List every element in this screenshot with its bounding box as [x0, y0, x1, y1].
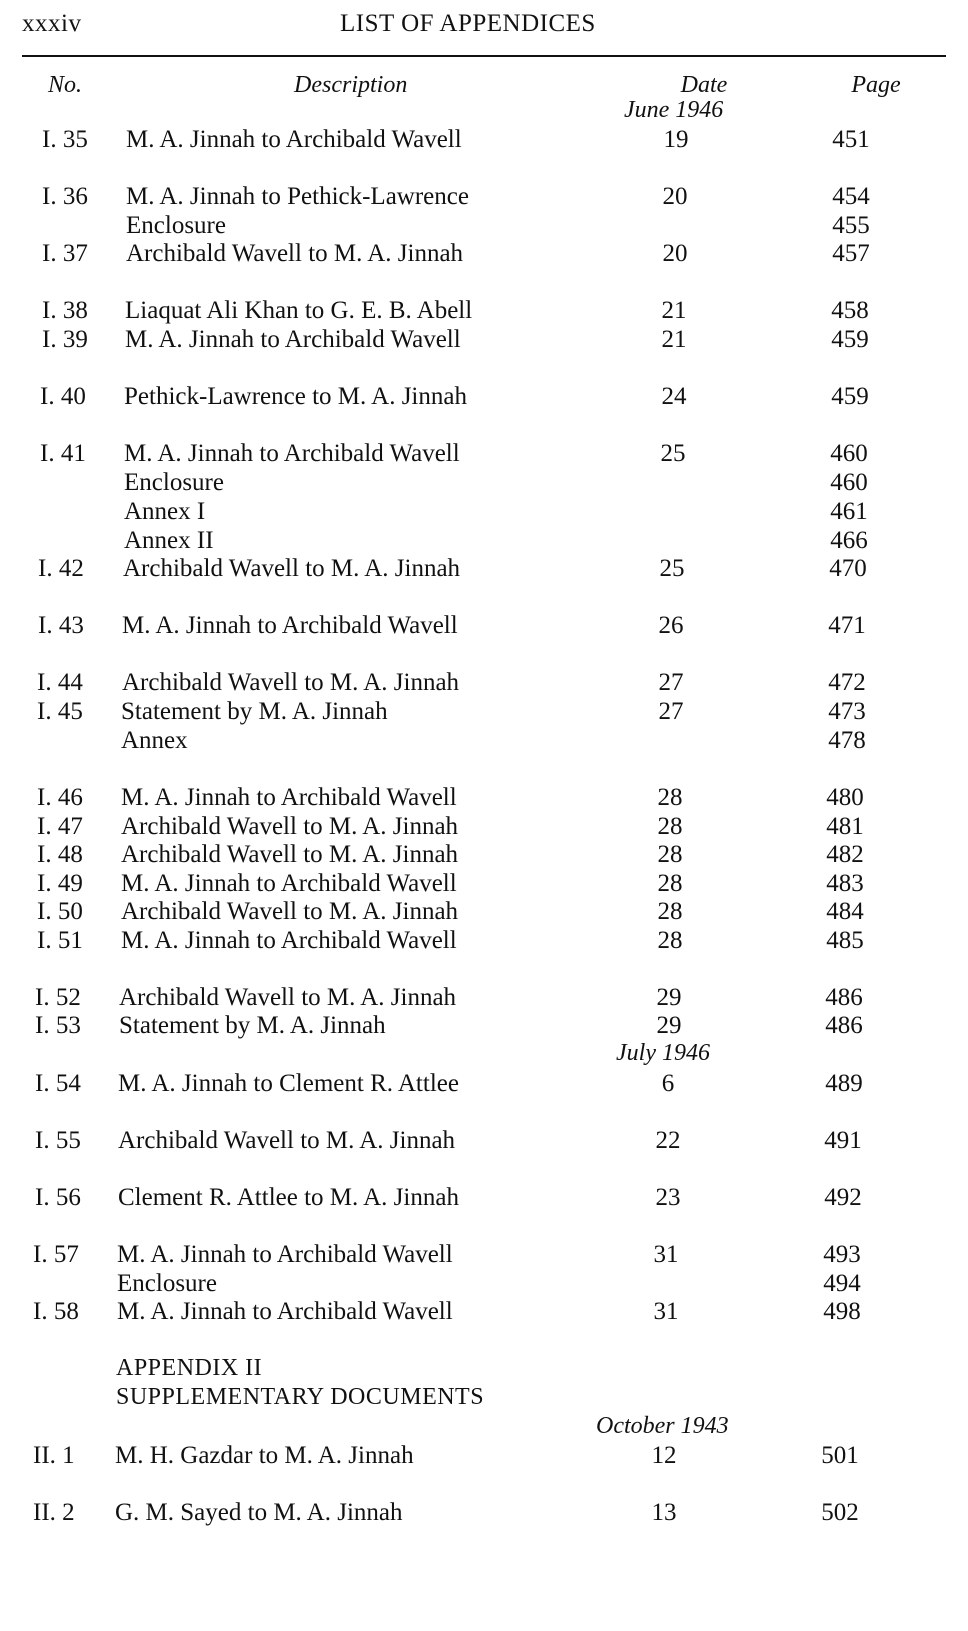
row-number: I. 41	[40, 440, 86, 467]
row-description: Liaquat Ali Khan to G. E. B. Abell	[125, 297, 473, 324]
row-page: 491	[824, 1127, 862, 1154]
row-description: Archibald Wavell to M. A. Jinnah	[122, 669, 460, 696]
row-page: 486	[825, 984, 863, 1011]
row-date: 28	[657, 870, 683, 897]
table-row	[0, 669, 968, 699]
row-date: 19	[663, 126, 689, 153]
table-row	[0, 183, 968, 213]
row-description: Archibald Wavell to M. A. Jinnah	[126, 240, 464, 267]
row-description: Enclosure	[117, 1270, 217, 1297]
row-description: M. A. Jinnah to Archibald Wavell	[124, 440, 460, 467]
row-page: 480	[826, 784, 864, 811]
table-row	[0, 784, 968, 814]
row-description: M. A. Jinnah to Archibald Wavell	[117, 1241, 453, 1268]
table-row	[0, 1184, 968, 1214]
table-row	[0, 870, 968, 900]
row-date: 24	[661, 383, 687, 410]
row-description: M. A. Jinnah to Clement R. Attlee	[118, 1070, 459, 1097]
table-row	[0, 1241, 968, 1271]
row-number: I. 51	[37, 927, 83, 954]
row-number: I. 56	[35, 1184, 81, 1211]
column-header-date: Date	[680, 72, 728, 98]
row-description: Clement R. Attlee to M. A. Jinnah	[118, 1184, 459, 1211]
row-description: Archibald Wavell to M. A. Jinnah	[121, 841, 459, 868]
appendix-ii-subheading: SUPPLEMENTARY DOCUMENTS	[116, 1384, 485, 1410]
row-page: 483	[826, 870, 864, 897]
row-description: Pethick-Lawrence to M. A. Jinnah	[124, 383, 467, 410]
table-row	[0, 1298, 968, 1328]
table-row	[0, 1127, 968, 1157]
row-date: 20	[662, 240, 688, 267]
row-page: 459	[831, 383, 869, 410]
row-number: I. 36	[42, 183, 88, 210]
row-date: 28	[657, 927, 683, 954]
row-number: I. 57	[33, 1241, 79, 1268]
row-description: Archibald Wavell to M. A. Jinnah	[119, 984, 457, 1011]
row-number: II. 1	[33, 1442, 75, 1469]
table-row	[0, 841, 968, 871]
row-page: 461	[830, 498, 868, 525]
table-row	[0, 727, 968, 757]
table-row	[0, 469, 968, 499]
table-row	[0, 297, 968, 327]
table-row	[0, 498, 968, 528]
row-page: 478	[828, 727, 866, 754]
row-page: 484	[826, 898, 864, 925]
table-row	[0, 383, 968, 413]
row-description: Archibald Wavell to M. A. Jinnah	[118, 1127, 456, 1154]
row-description: G. M. Sayed to M. A. Jinnah	[115, 1499, 403, 1526]
row-description: Statement by M. A. Jinnah	[119, 1012, 386, 1039]
page-title: LIST OF APPENDICES	[340, 10, 596, 37]
table-row	[0, 698, 968, 728]
row-date: 28	[657, 784, 683, 811]
row-number: I. 52	[35, 984, 81, 1011]
row-date: 23	[655, 1184, 681, 1211]
table-row	[0, 1442, 968, 1472]
row-page: 481	[826, 813, 864, 840]
table-row	[0, 813, 968, 843]
row-page: 455	[832, 212, 870, 239]
row-page: 498	[823, 1298, 861, 1325]
column-header-description: Description	[294, 72, 408, 98]
row-number: I. 55	[35, 1127, 81, 1154]
row-page: 494	[823, 1270, 861, 1297]
row-number: I. 58	[33, 1298, 79, 1325]
table-row	[0, 527, 968, 557]
table-row	[0, 440, 968, 470]
row-page: 489	[825, 1070, 863, 1097]
row-number: II. 2	[33, 1499, 75, 1526]
table-row	[0, 212, 968, 242]
row-number: I. 46	[37, 784, 83, 811]
row-description: M. A. Jinnah to Archibald Wavell	[122, 612, 458, 639]
row-description: Archibald Wavell to M. A. Jinnah	[121, 813, 459, 840]
row-date: 22	[655, 1127, 681, 1154]
row-number: I. 39	[42, 326, 88, 353]
row-number: I. 35	[42, 126, 88, 153]
row-date: 20	[662, 183, 688, 210]
column-header-no: No.	[48, 72, 83, 98]
row-date: 21	[661, 297, 687, 324]
header-rule	[22, 55, 946, 57]
row-date: 13	[651, 1499, 677, 1526]
row-description: M. A. Jinnah to Archibald Wavell	[126, 126, 462, 153]
row-date: 25	[660, 440, 686, 467]
table-row	[0, 326, 968, 356]
row-page: 451	[832, 126, 870, 153]
row-date: 29	[656, 984, 682, 1011]
row-description: Enclosure	[124, 469, 224, 496]
row-page: 460	[830, 440, 868, 467]
row-description: Statement by M. A. Jinnah	[121, 698, 388, 725]
row-date: 26	[658, 612, 684, 639]
row-date: 27	[658, 669, 684, 696]
row-date: 28	[657, 813, 683, 840]
row-description: Enclosure	[126, 212, 226, 239]
row-page: 501	[821, 1442, 859, 1469]
date-heading-october-1943: October 1943	[596, 1413, 729, 1439]
row-page: 470	[829, 555, 867, 582]
date-heading-june-1946: June 1946	[624, 97, 724, 123]
row-description: M. A. Jinnah to Archibald Wavell	[117, 1298, 453, 1325]
row-description: Annex II	[124, 527, 214, 554]
table-row	[0, 612, 968, 642]
row-number: I. 54	[35, 1070, 81, 1097]
table-row	[0, 1012, 968, 1042]
table-row	[0, 984, 968, 1014]
row-description: Annex	[121, 727, 188, 754]
table-row	[0, 927, 968, 957]
row-number: I. 50	[37, 898, 83, 925]
row-date: 31	[653, 1241, 679, 1268]
row-page: 472	[828, 669, 866, 696]
row-number: I. 48	[37, 841, 83, 868]
row-page: 471	[828, 612, 866, 639]
row-number: I. 45	[37, 698, 83, 725]
page-number: xxxiv	[22, 10, 82, 37]
row-date: 28	[657, 898, 683, 925]
row-description: M. H. Gazdar to M. A. Jinnah	[115, 1442, 414, 1469]
row-page: 466	[830, 527, 868, 554]
row-date: 12	[651, 1442, 677, 1469]
row-page: 502	[821, 1499, 859, 1526]
row-page: 457	[832, 240, 870, 267]
table-row	[0, 1070, 968, 1100]
row-number: I. 44	[37, 669, 83, 696]
row-page: 492	[824, 1184, 862, 1211]
table-row	[0, 126, 968, 156]
row-date: 25	[659, 555, 685, 582]
table-row	[0, 1499, 968, 1529]
row-date: 29	[656, 1012, 682, 1039]
row-number: I. 53	[35, 1012, 81, 1039]
row-page: 493	[823, 1241, 861, 1268]
row-page: 486	[825, 1012, 863, 1039]
row-description: M. A. Jinnah to Pethick-Lawrence	[126, 183, 469, 210]
row-page: 485	[826, 927, 864, 954]
appendix-ii-heading: APPENDIX II	[116, 1355, 263, 1381]
row-date: 6	[661, 1070, 675, 1097]
row-description: Archibald Wavell to M. A. Jinnah	[121, 898, 459, 925]
row-number: I. 37	[42, 240, 88, 267]
row-description: Annex I	[124, 498, 206, 525]
row-date: 27	[658, 698, 684, 725]
row-description: M. A. Jinnah to Archibald Wavell	[121, 784, 457, 811]
row-number: I. 38	[42, 297, 88, 324]
row-number: I. 42	[38, 555, 84, 582]
table-row	[0, 240, 968, 270]
row-date: 21	[661, 326, 687, 353]
row-number: I. 49	[37, 870, 83, 897]
row-number: I. 40	[40, 383, 86, 410]
row-date: 31	[653, 1298, 679, 1325]
date-heading-july-1946: July 1946	[616, 1040, 710, 1066]
row-description: M. A. Jinnah to Archibald Wavell	[121, 870, 457, 897]
row-page: 473	[828, 698, 866, 725]
column-header-page: Page	[851, 72, 901, 98]
row-date: 28	[657, 841, 683, 868]
row-description: Archibald Wavell to M. A. Jinnah	[123, 555, 461, 582]
row-page: 458	[831, 297, 869, 324]
row-page: 459	[831, 326, 869, 353]
row-description: M. A. Jinnah to Archibald Wavell	[125, 326, 461, 353]
table-row	[0, 1270, 968, 1300]
row-description: M. A. Jinnah to Archibald Wavell	[121, 927, 457, 954]
row-page: 482	[826, 841, 864, 868]
table-row	[0, 555, 968, 585]
row-page: 454	[832, 183, 870, 210]
row-page: 460	[830, 469, 868, 496]
row-number: I. 47	[37, 813, 83, 840]
row-number: I. 43	[38, 612, 84, 639]
table-row	[0, 898, 968, 928]
